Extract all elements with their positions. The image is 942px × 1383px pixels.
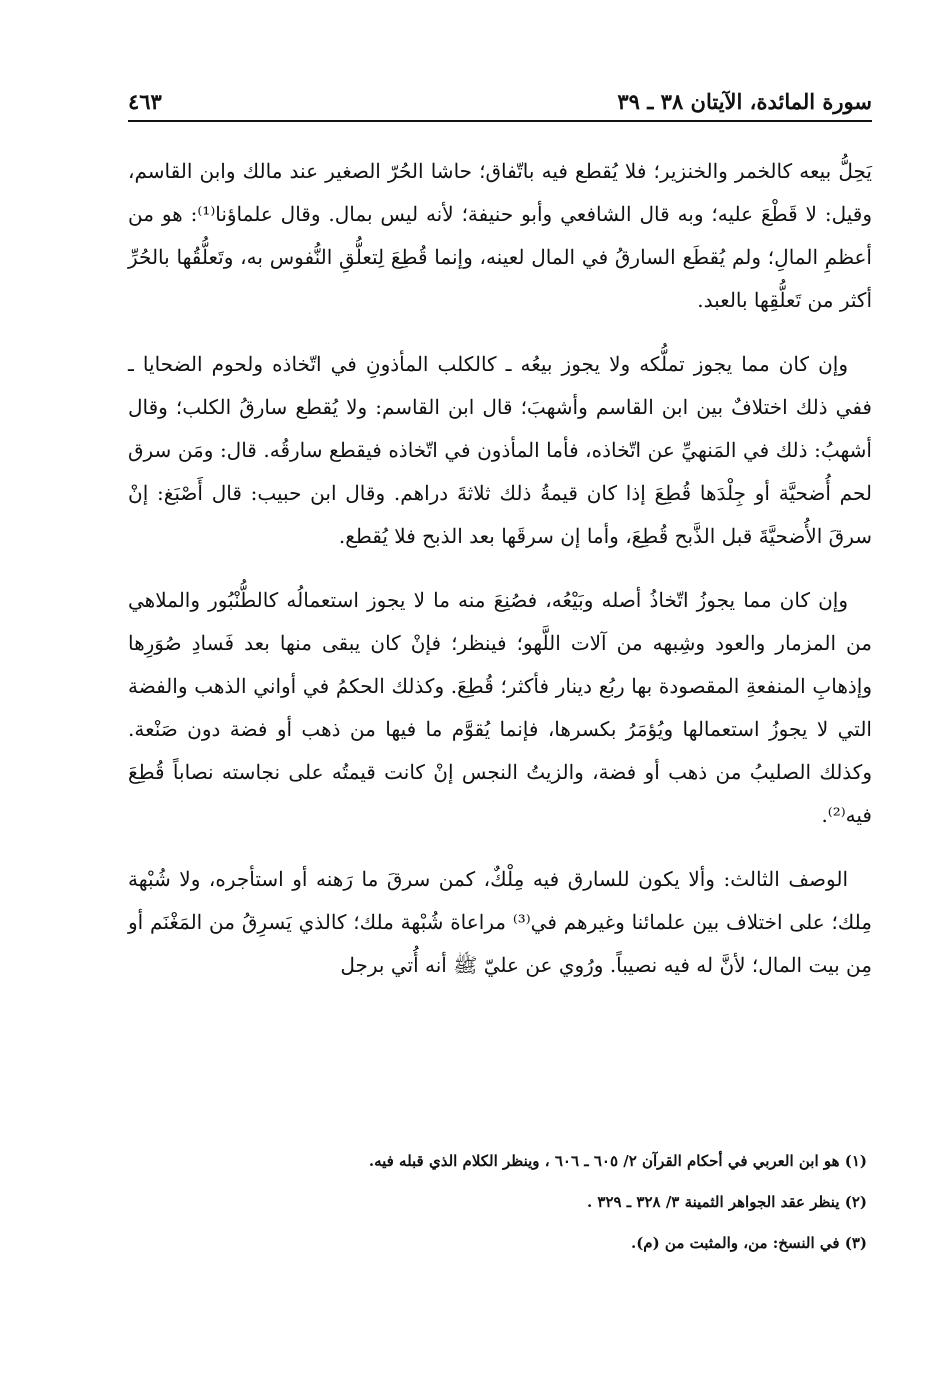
running-title: سورة المائدة، الآيتان ٣٨ ـ ٣٩ (617, 89, 872, 114)
page-header (128, 78, 872, 122)
footnote-1: (١) هو ابن العربي في أحكام القرآن ٢/ ٦٠٥ ـ ٦٠٦ ، وينظر الكلام الذي قبله فيه. (368, 1152, 867, 1170)
footnotes (128, 1150, 867, 1273)
paragraph-1: يَحِلُّ بيعه كالخمر والخنزير؛ فلا يُقطع فيه باتّفاق؛ حاشا الحُرّ الصغير عند مالك وابن القاسم، وقيل: لا قَطْعَ عليه؛ وبه قال الشافعي وأبو حنيفة؛ لأنه ليس بمال. وقال علماؤنا⁽¹⁾: هو من أعظمِ المالِ؛ ولم يُقطَع السارقُ في المال لعينه، وإنما قُطِعَ لِتعلُّقِ النُّفوس به، وتَعلُّقُها بالحُرِّ أكثر من تَعلُّقِها بالعبد. (128, 159, 872, 312)
page-number: ٤٦٣ (128, 89, 162, 114)
footnote-2: (٢) ينظر عقد الجواهر الثمينة ٣/ ٣٢٨ ـ ٣٢٩ . (586, 1193, 867, 1211)
footnote-3: (٣) في النسخ: من، والمثبت من (م). (630, 1234, 867, 1252)
paragraph-4: الوصف الثالث: وألا يكون للسارق فيه مِلْكٌ، كمن سرقَ ما رَهنه أو استأجره، ولا شُبْهة مِلك؛ على اختلاف بين علمائنا وغيرهم في⁽³⁾ مراعاة شُبْهة ملك؛ كالذي يَسرِقُ من المَغْنَم أو مِن بيت المال؛ لأنَّ له فيه نصيباً. ورُوي عن عليّ ﷺ أنه أُتي برجل (128, 867, 872, 977)
paragraph-2: وإن كان مما يجوز تملُّكه ولا يجوز بيعُه ـ كالكلب المأذونِ في اتّخاذه ولحوم الضحايا ـ ففي ذلك اختلافٌ بين ابن القاسم وأشهبَ؛ قال ابن القاسم: ولا يُقطع سارقُ الكلب؛ وقال أشهبُ: ذلك في المَنهيِّ عن اتّخاذه، فأما المأذون في اتّخاذه فيقطع سارقُه. قال: ومَن سرق لحم أُضحيَّة أو جِلْدَها قُطِعَ إذا كان قيمةُ ذلك ثلاثةَ دراهم. وقال ابن حبيب: قال أَصْبَغ: إنْ سرقَ الأُضحيَّةَ قبل الذَّبح قُطِعَ، وأما إن سرقَها بعد الذبح فلا يُقطع. (128, 352, 872, 548)
paragraph-3: وإن كان مما يجوزُ اتّخاذُ أصله وبَيْعُه، فصُنِعَ منه ما لا يجوز استعمالُه كالطُّنْبُور والملاهي من المزمار والعود وشِبهه من آلات اللَّهو؛ فينظر؛ فإنْ كان يبقى منها بعد فَسادِ صُوَرِها وإذهابِ المنفعةِ المقصودة بها ربُع دينار فأكثر؛ قُطِعَ. وكذلك الحكمُ في أواني الذهب والفضة التي لا يجوزُ استعمالها ويُؤمَرُ بكسرها، فإنما يُقوَّم ما فيها من ذهب أو فضة دون صَنْعة. وكذلك الصليبُ من ذهب أو فضة، والزيتُ النجس إنْ كانت قيمتُه على نجاسته نصاباً قُطِعَ فيه⁽²⁾. (128, 588, 872, 827)
body-text (128, 150, 872, 1008)
